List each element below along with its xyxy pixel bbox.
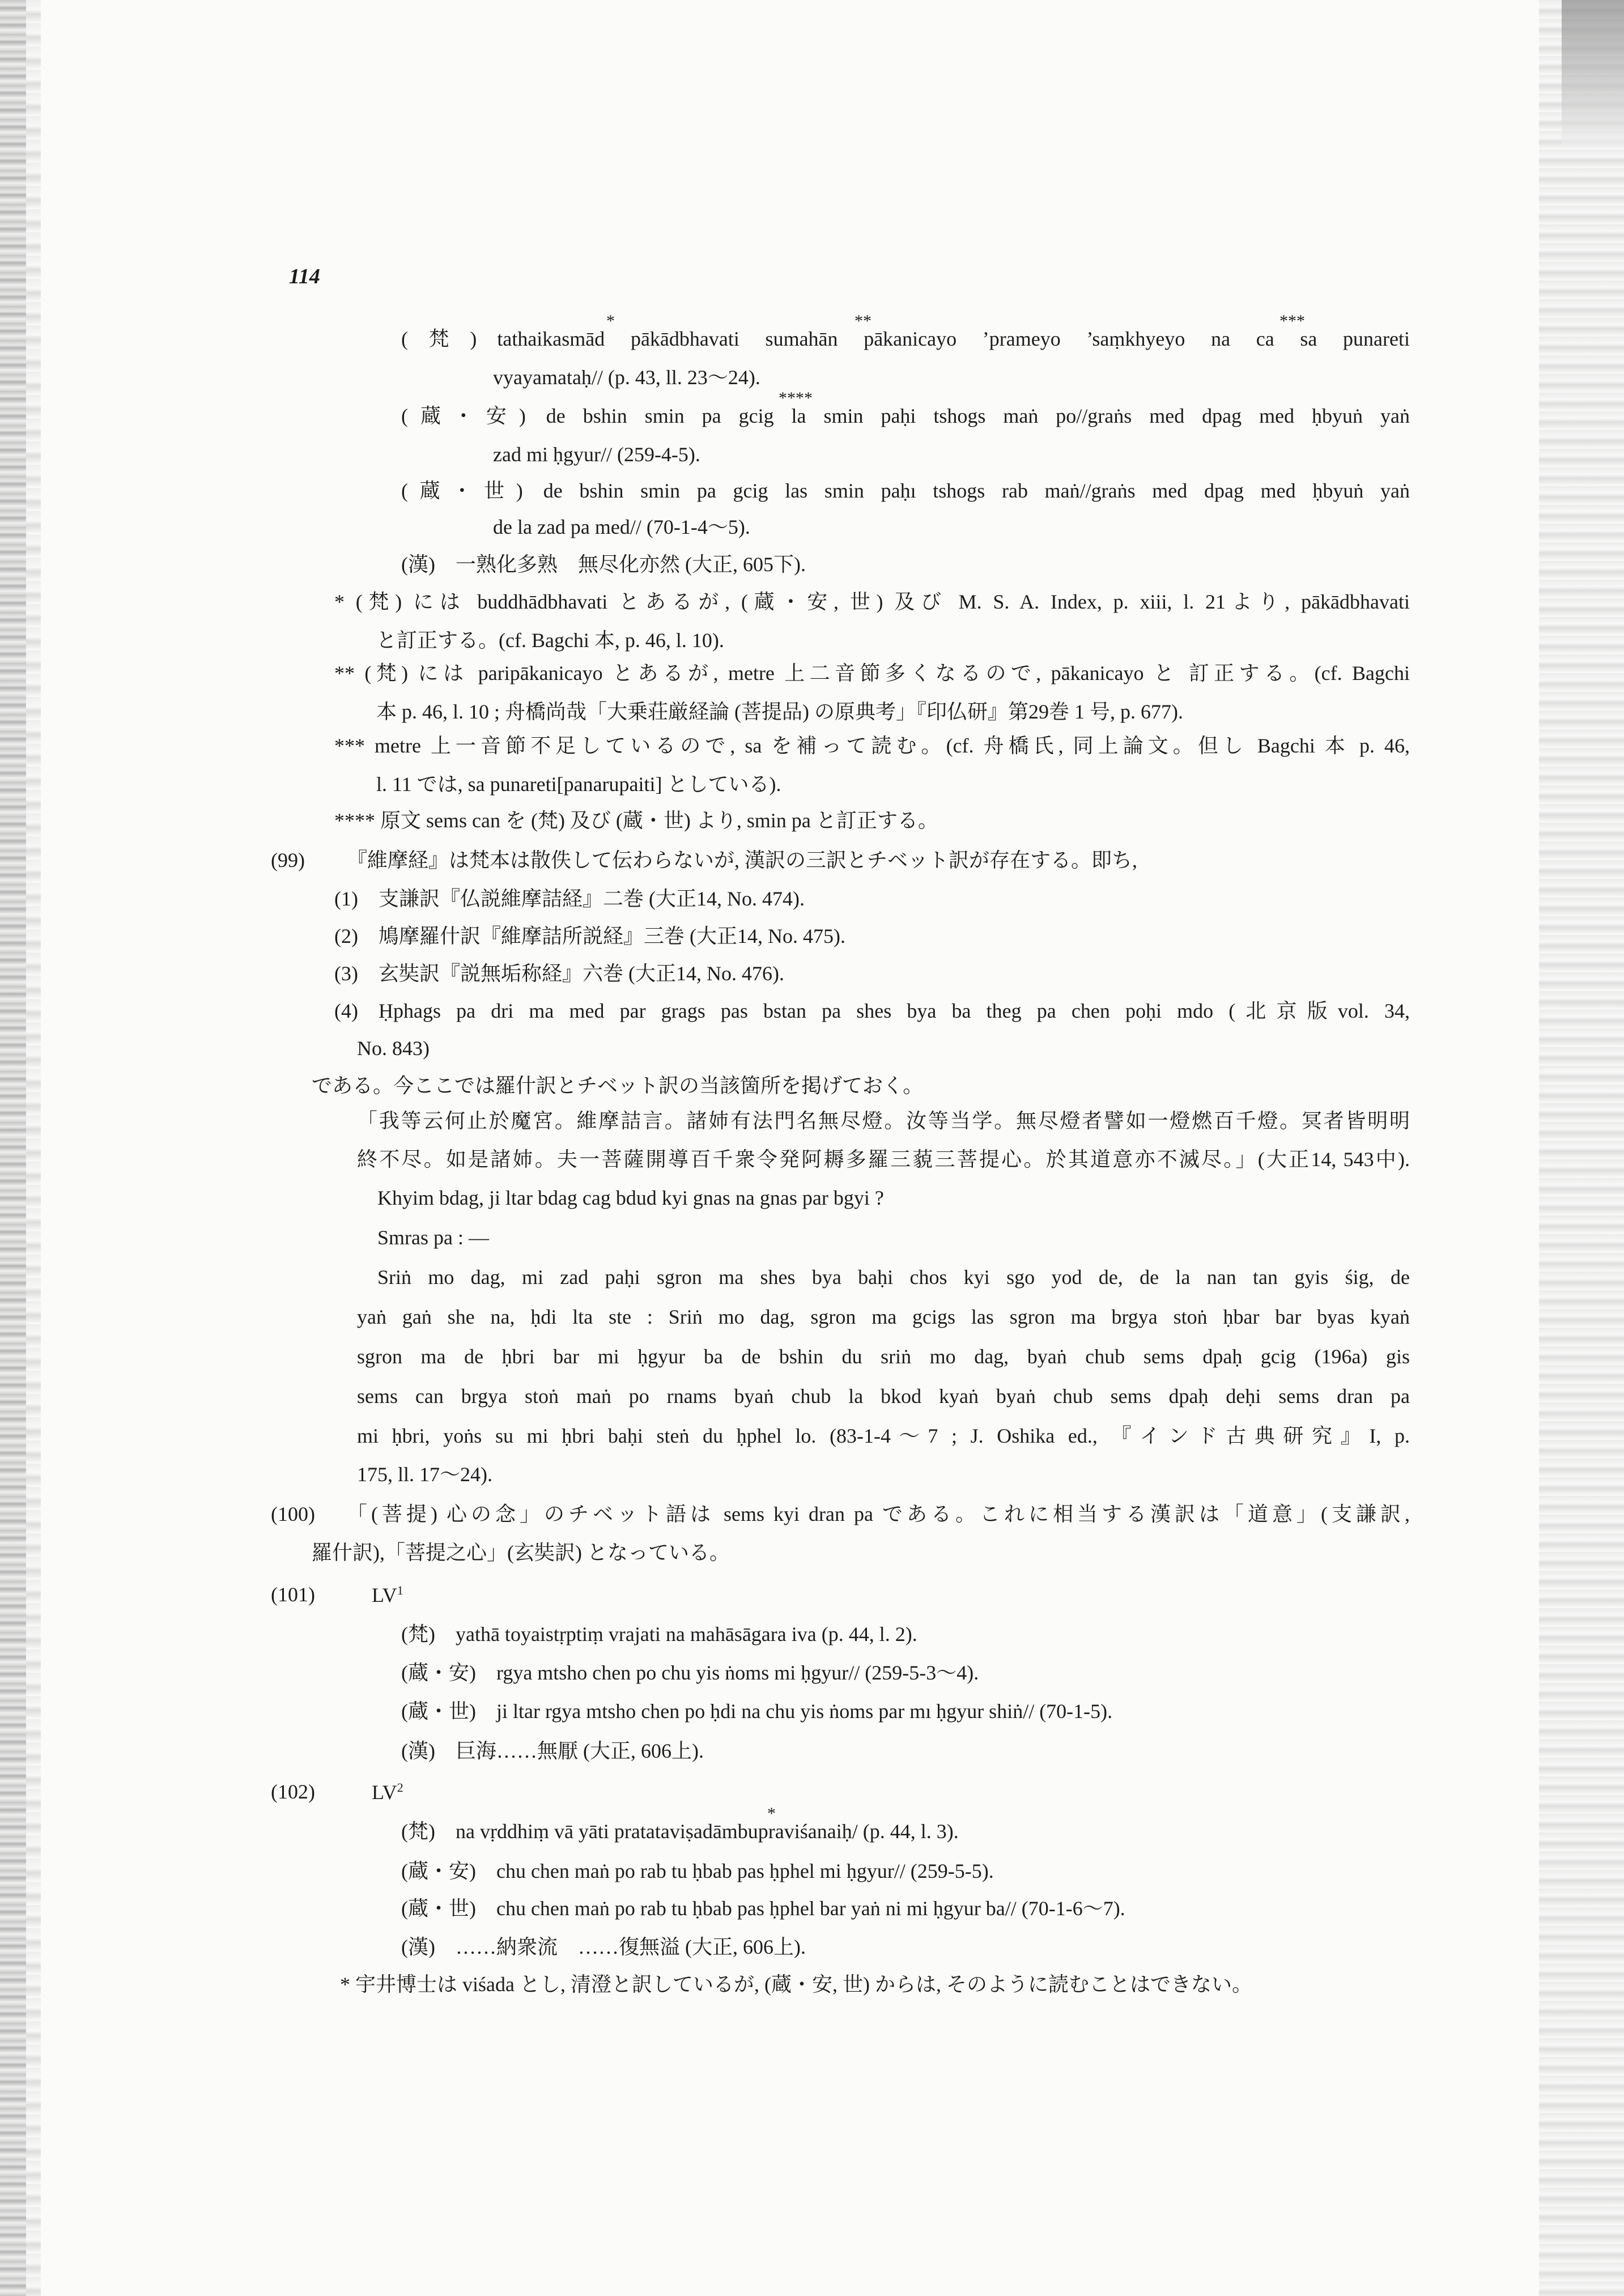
note99-outro: である。今ここでは羅什訳とチベット訳の当該箇所を掲げておく。 [312, 1074, 924, 1097]
note101-lv-text: LV [372, 1584, 397, 1606]
note101-tibetan-se: (蔵・世) ji ltar rgya mtsho chen po ḥdi na chu yis ṅoms par mı ḥgyur shiṅ// (70-1-5). [401, 1700, 1113, 1723]
footnote-mark-3: *** [1279, 312, 1305, 330]
note98-footnote3-line1: *** metre 上一音節不足しているので, sa を補って読む。(cf. 舟橋氏, 同上論文。但し Bagchi 本 p. 46, [334, 734, 1410, 757]
note100-text-line1: 「(菩提) 心の念」のチベット語は sems kyi dran pa である。これに相当する漢訳は「道意」(支謙訳, [347, 1503, 1410, 1525]
note101-tibetan-an: (蔵・安) rgya mtsho chen po chu yis ṅoms mi ḥgyur// (259-5-3～4). [401, 1661, 979, 1684]
note99-tibetan-line6: sems can brgya stoṅ maṅ po rnams byaṅ chub la bkod kyaṅ byaṅ chub sems dpaḥ deḥi sems dran pa [357, 1385, 1410, 1408]
note102-chinese: (漢) ……納衆流 ……復無溢 (大正, 606上). [401, 1936, 806, 1958]
note99-tibetan-line8: 175, ll. 17～24). [357, 1463, 492, 1486]
note99-tibetan-line4: yaṅ gaṅ she na, ḥdi lta ste : Sriṅ mo dag, sgron ma gcigs las sgron ma brgya stoṅ ḥbar bar byas kyaṅ [357, 1306, 1410, 1328]
footnote-mark-5: * [767, 1804, 776, 1823]
note98-tibetan-an-line1: (蔵・安) de bshin smin pa gcig la smin paḥi tshogs maṅ po//graṅs med dpag med ḥbyuṅ yaṅ [401, 405, 1410, 427]
note102-tibetan-an: (蔵・安) chu chen maṅ po rab tu ḥbab pas ḥphel mi ḥgyur// (259-5-5). [401, 1860, 994, 1882]
page-number: 114 [289, 265, 320, 288]
note101-lv-sup: 1 [397, 1583, 403, 1597]
note98-footnote1-line2: と訂正する。(cf. Bagchi 本, p. 46, l. 10). [376, 629, 724, 652]
scan-edge-right [1539, 0, 1624, 2296]
scan-edge-right-top [1562, 0, 1624, 147]
note98-tibetan-an-line2: zad mi ḥgyur// (259-4-5). [493, 443, 700, 466]
note99-item2: (2) 鳩摩羅什訳『維摩詰所説経』三巻 (大正14, No. 475). [334, 925, 845, 947]
note99-quote-line1: 「我等云何止於魔宮。維摩詰言。諸姉有法門名無尽燈。汝等当学。無尽燈者譬如一燈燃百千燈。冥者皆明明 [357, 1109, 1410, 1132]
note102-tibetan-se: (蔵・世) chu chen maṅ po rab tu ḥbab pas ḥphel bar yaṅ ni mi ḥgyur ba// (70-1-6～7). [401, 1897, 1125, 1920]
note98-footnote4: **** 原文 sems can を (梵) 及び (蔵・世) より, smin pa と訂正する。 [334, 809, 938, 832]
note99-intro: 『維摩経』は梵本は散佚して伝わらないが, 漢訳の三訳とチベット訳が存在する。即ち, [347, 849, 1138, 871]
scan-edge-left-inner [26, 0, 41, 2296]
note101-sanskrit: (梵) yathā toyaistṛptiṃ vrajati na mahāsāgara iva (p. 44, l. 2). [401, 1623, 917, 1646]
note99-quote-line2: 終不尽。如是諸姉。夫一菩薩開導百千衆令発阿耨多羅三藐三菩提心。於其道意亦不滅尽。」(大正14, 543中). [357, 1148, 1410, 1171]
note100-text-line2: 羅什訳),「菩提之心」(玄奘訳) となっている。 [312, 1541, 730, 1564]
note102-sanskrit: (梵) na vṛddhiṃ vā yāti pratataviṣadāmbupraviśanaiḥ/ (p. 44, l. 3). [401, 1820, 959, 1843]
note98-chinese: (漢) 一熟化多熟 無尽化亦然 (大正, 605下). [401, 553, 806, 576]
note99-item4-line1: (4) Ḥphags pa dri ma med par grags pas bstan pa shes bya ba theg pa chen poḥi mdo (北京版vol. 34, [334, 1000, 1410, 1022]
note102-lv-text: LV [372, 1781, 397, 1804]
note102-label: (102) [271, 1780, 315, 1803]
note99-tibetan-line2: Smras pa : — [377, 1226, 489, 1249]
note102-footnote: * 宇井博士は viśada とし, 清澄と訳しているが, (蔵・安, 世) からは, そのように読むことはできない。 [340, 1973, 1252, 1996]
note98-footnote1-line1: * (梵) には buddhādbhavati とあるが, (蔵・安, 世) 及び M. S. A. Index, p. xiii, l. 21より, pākādbhavati [334, 590, 1410, 613]
note102-lv-sup: 2 [397, 1780, 403, 1795]
note102-lv [372, 1781, 403, 1802]
note101-lv [372, 1584, 403, 1605]
footnote-mark-2: ** [854, 312, 871, 330]
note98-sanskrit-line2: vyayamataḥ// (p. 43, ll. 23～24). [493, 366, 760, 389]
note99-item4-line2: No. 843) [357, 1037, 430, 1060]
note99-label: (99) [271, 849, 305, 871]
note99-tibetan-line3: Sriṅ mo dag, mi zad paḥi sgron ma shes bya baḥi chos kyi sgo yod de, de la nan tan gyis śig, de [377, 1266, 1410, 1289]
note99-item3: (3) 玄奘訳『説無垢称経』六巻 (大正14, No. 476). [334, 962, 784, 985]
note98-tibetan-se-line1: (蔵・世) de bshin smin pa gcig las smin paḥı tshogs rab maṅ//graṅs med dpag med ḥbyuṅ yaṅ [401, 479, 1410, 502]
note98-footnote3-line2: l. 11 では, sa punareti[panarupaiti] としている). [376, 773, 781, 796]
note98-sanskrit-line1: (梵) tathaikasmād pākādbhavati sumahān pākanicayo ’prameyo ’saṃkhyeyo na ca sa punareti [401, 328, 1410, 350]
note101-chinese: (漢) 巨海……無厭 (大正, 606上). [401, 1740, 704, 1762]
scan-edge-left [0, 0, 26, 2296]
note98-tibetan-se-line2: de la zad pa med// (70-1-4～5). [493, 516, 750, 538]
footnote-mark-4: **** [779, 389, 813, 407]
note99-item1: (1) 支謙訳『仏説維摩詰経』二巻 (大正14, No. 474). [334, 887, 805, 910]
note101-label: (101) [271, 1583, 315, 1606]
note99-tibetan-line1: Khyim bdag, ji ltar bdag cag bdud kyi gnas na gnas par bgyi ? [377, 1187, 884, 1209]
footnote-mark-1: * [606, 312, 615, 330]
note100-label: (100) [271, 1503, 315, 1525]
note98-footnote2-line1: ** (梵) には paripākanicayo とあるが, metre 上二音節多くなるので, pākanicayo と 訂正する。(cf. Bagchi [334, 662, 1410, 684]
note99-tibetan-line7: mi ḥbri, yoṅs su mi ḥbri baḥi steṅ du ḥphel lo. (83-1-4～7 ; J. Oshika ed., 『インド古典研究』I, p. [357, 1425, 1410, 1447]
note99-tibetan-line5: sgron ma de ḥbri bar mi ḥgyur ba de bshin du sriṅ mo dag, byaṅ chub sems dpaḥ gcig (196a) gis [357, 1345, 1410, 1368]
note98-footnote2-line2: 本 p. 46, l. 10 ; 舟橋尚哉「大乗荘厳経論 (菩提品) の原典考」『印仏研』第29巻 1 号, p. 677). [376, 700, 1183, 723]
